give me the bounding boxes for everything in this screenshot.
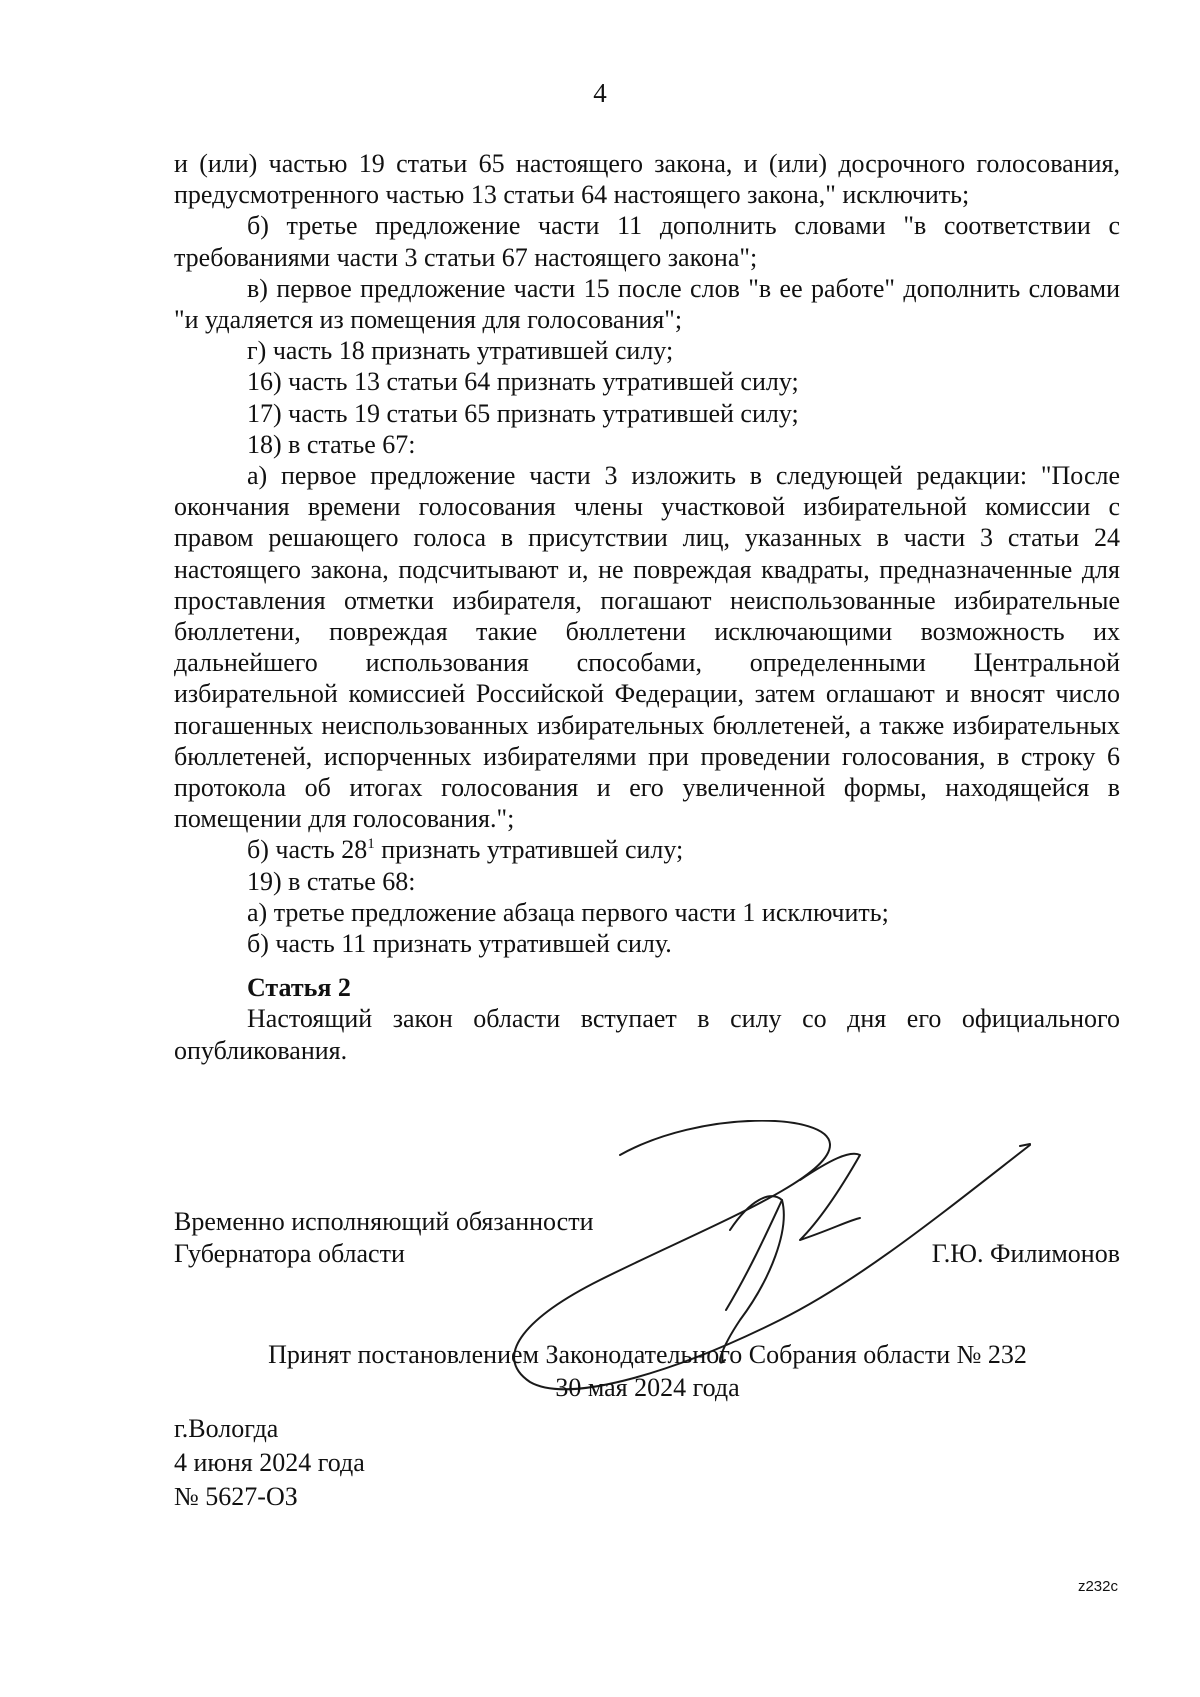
signatory-name: Г.Ю. Филимонов xyxy=(931,1239,1120,1268)
paragraph: а) первое предложение части 3 изложить в следующей редакции: "После окончания времени голосования члены участковой избирательной комиссии с правом решающего голоса в присутствии лиц, указанных в части 3 статьи 24 настоящего закона, подсчитывают и, не повреждая квадраты, предназначенные для проставления отметки избирателя, погашают неиспользованные избирательные бюллетени, повреждая такие бюллетени исключающими возможность их дальнейшего использования способами, определенными Центральной избирательной комиссией Российской Федерации, затем оглашают и вносят число погашенных неиспользованных избирательных бюллетеней, а также избирательных бюллетеней, испорченных избирателями при проведении голосования, в строку 6 протокола об итогах голосования и его увеличенной формы, находящейся в помещении для голосования."; xyxy=(174,461,1120,834)
law-date: 4 июня 2024 года xyxy=(174,1448,365,1477)
place-date-number xyxy=(174,1412,365,1514)
signatory-position-line1: Временно исполняющий обязанности xyxy=(174,1207,594,1236)
document-code: z232c xyxy=(1077,1578,1118,1595)
city: г.Вологда xyxy=(174,1414,279,1443)
part28-after: признать утратившей силу; xyxy=(374,835,684,865)
paragraph: и (или) частью 19 статьи 65 настоящего закона, и (или) досрочного голосования, предусмотренного частью 13 статьи 64 настоящего закона," исключить; xyxy=(174,149,1120,210)
page-number: 4 xyxy=(593,78,607,108)
adoption-line2: 30 мая 2024 года xyxy=(555,1373,740,1402)
article-2-text: Настоящий закон области вступает в силу со дня его официального опубликования. xyxy=(174,1004,1120,1065)
paragraph: 16) часть 13 статьи 64 признать утратившей силу; xyxy=(247,367,799,397)
adoption-line1: Принят постановлением Законодательного Собрания области № 232 xyxy=(268,1340,1027,1369)
paragraph: в) первое предложение части 15 после слов "в ее работе" дополнить словами "и удаляется из помещения для голосования"; xyxy=(174,273,1120,335)
signatory-position-line2: Губернатора области xyxy=(174,1239,405,1268)
paragraph: а) третье предложение абзаца первого части 1 исключить; xyxy=(247,897,889,927)
paragraph: б) третье предложение части 11 дополнить словами "в соответствии с требованиями части 3 статьи 67 настоящего закона"; xyxy=(174,211,1120,272)
adoption-note xyxy=(0,1338,1200,1404)
part28-superscript: 1 xyxy=(367,836,375,853)
law-body xyxy=(174,148,1120,1066)
paragraph: г) часть 18 признать утратившей силу; xyxy=(247,336,674,366)
paragraph: 19) в статье 68: xyxy=(247,866,416,896)
paragraph: 17) часть 19 статьи 65 признать утратившей силу; xyxy=(247,398,799,428)
paragraph: 18) в статье 67: xyxy=(247,429,416,459)
part28-before: б) часть 28 xyxy=(247,835,368,865)
paragraph: б) часть 11 признать утратившей силу. xyxy=(247,929,672,959)
paragraph-part-28-1 xyxy=(174,834,1120,865)
law-number: № 5627-ОЗ xyxy=(174,1482,298,1511)
article-2-heading: Статья 2 xyxy=(247,973,351,1003)
